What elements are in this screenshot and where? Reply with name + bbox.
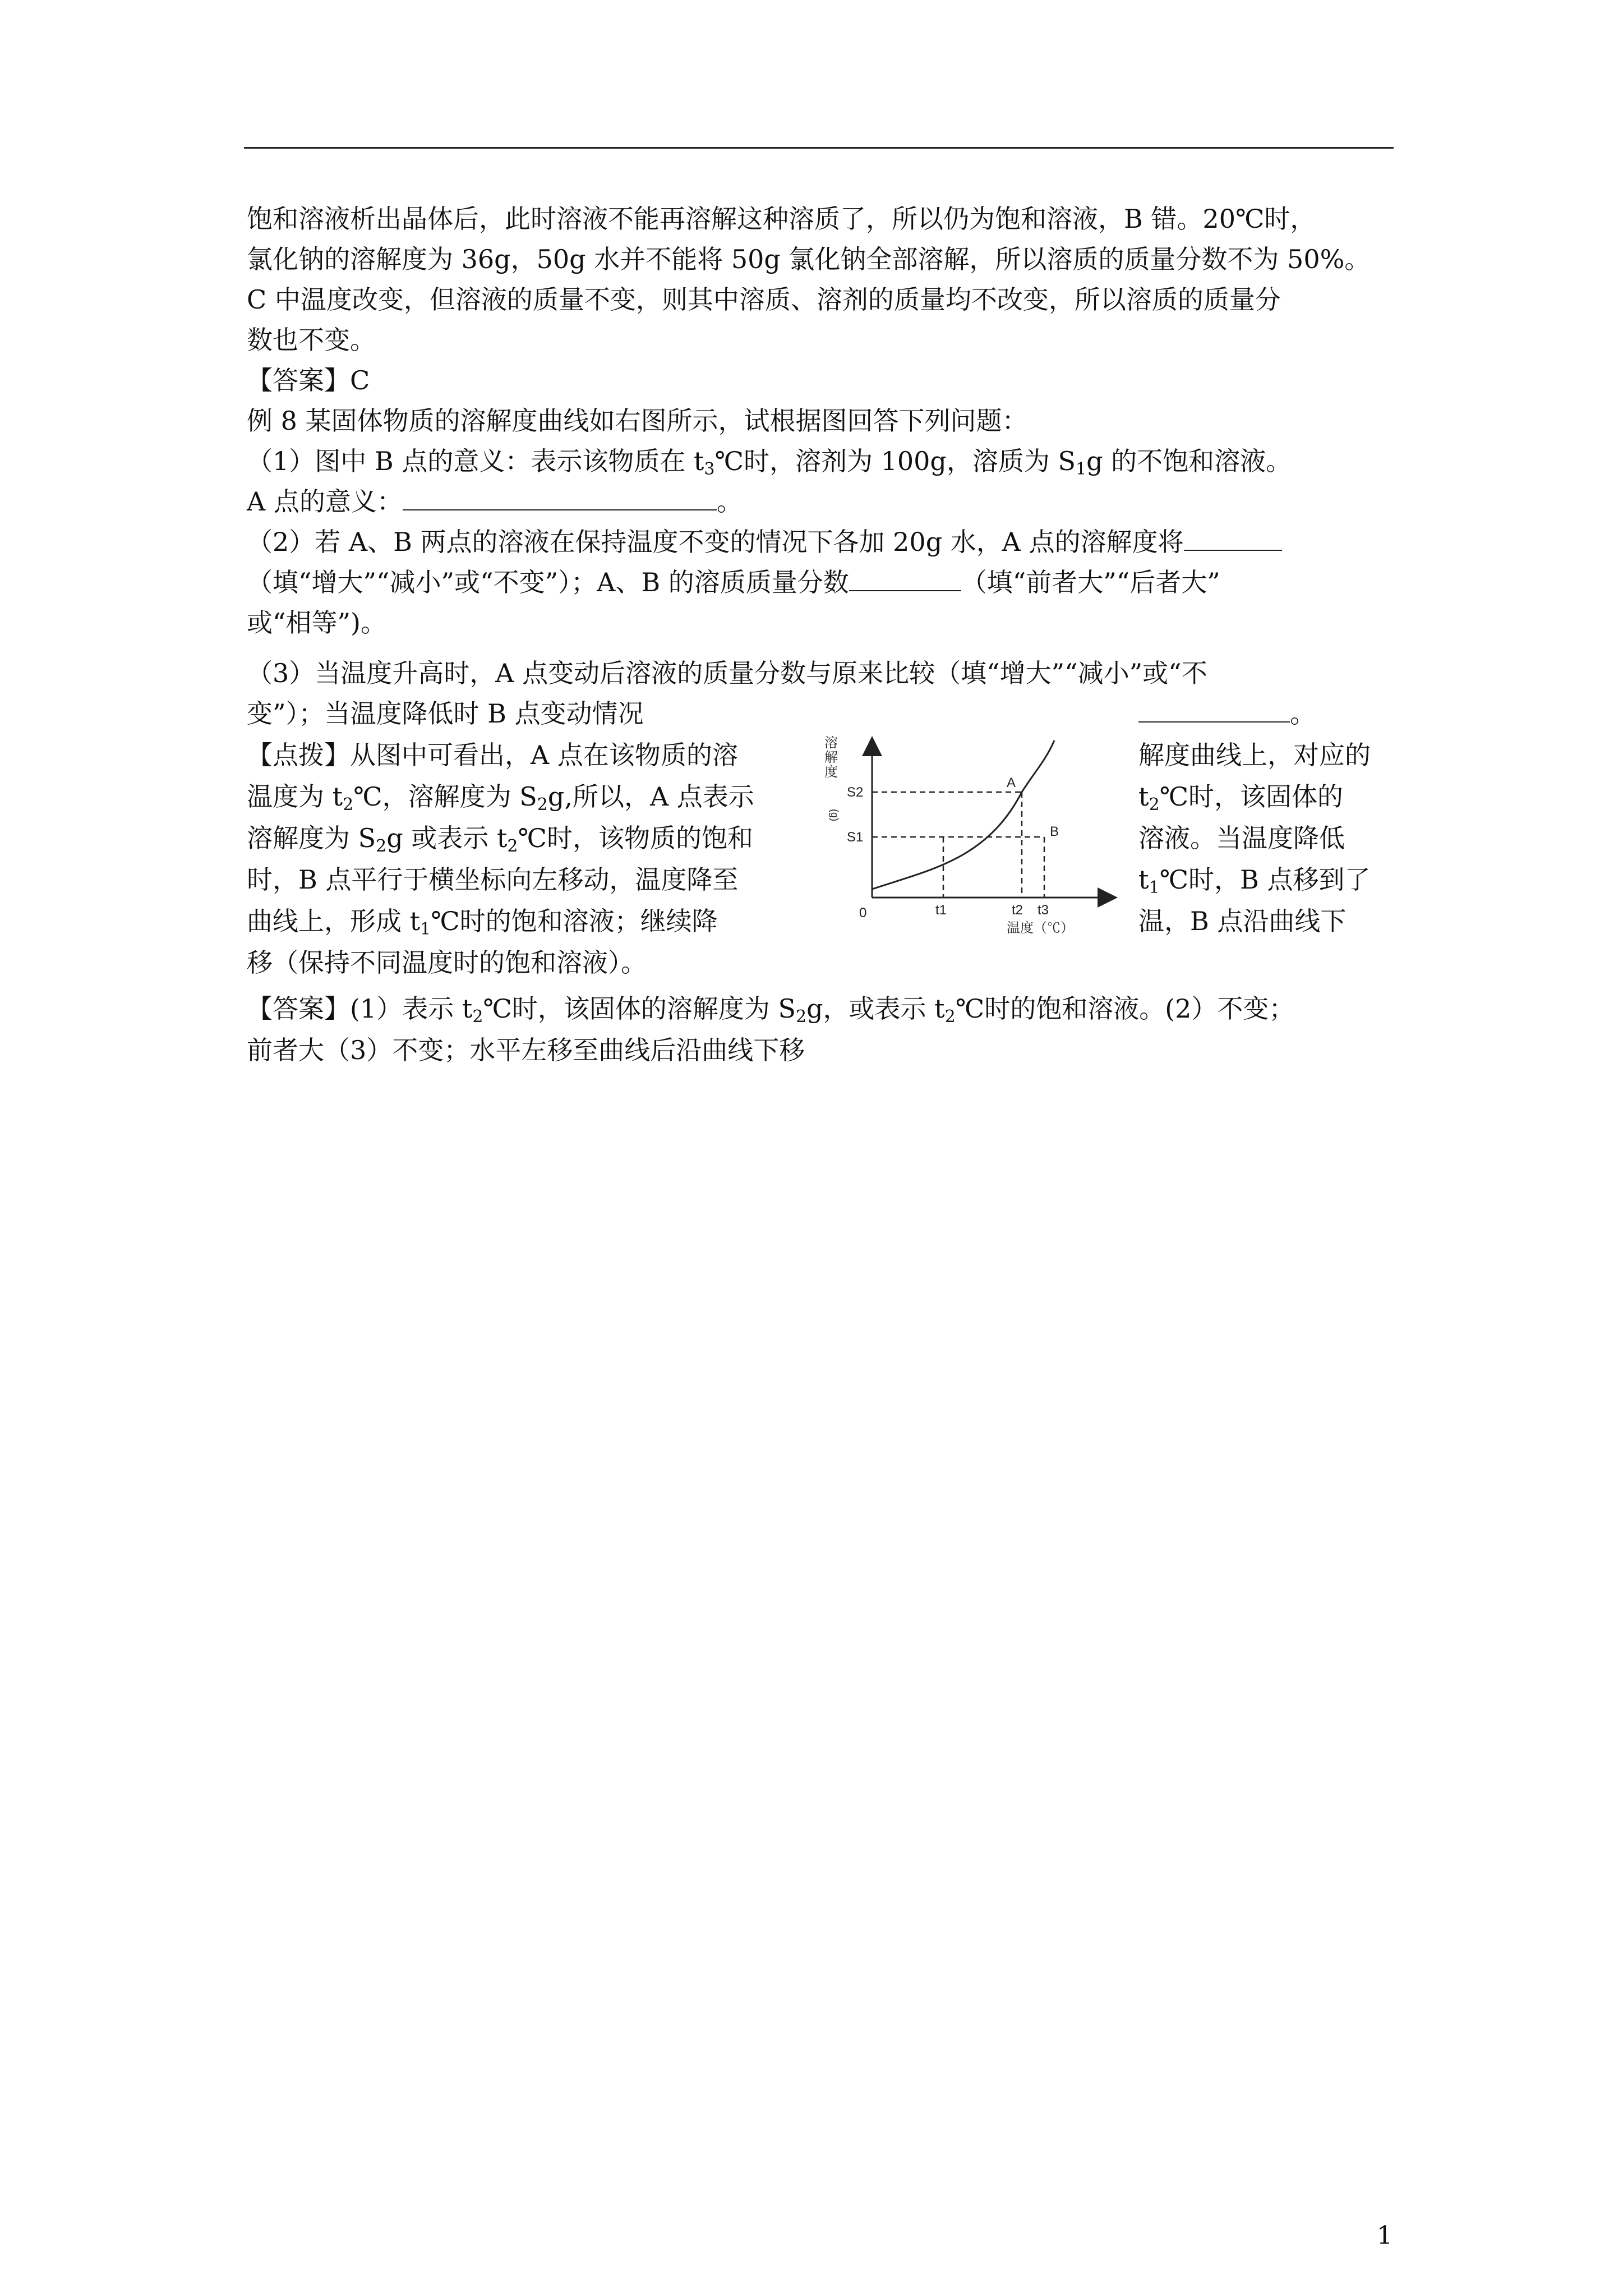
t2-label: t2 bbox=[1012, 903, 1023, 918]
y-label-1: 溶 bbox=[824, 735, 838, 751]
s2-label: S2 bbox=[847, 785, 864, 800]
answer-blank-1[interactable] bbox=[403, 487, 717, 510]
t1-label: t1 bbox=[935, 903, 947, 918]
question-2a: （2）若 A、B 两点的溶液在保持温度不变的情况下各加 20g 水，A 点的溶解度将 bbox=[247, 525, 1282, 559]
x-axis-label: 温度（℃） bbox=[1007, 921, 1074, 936]
tip-right-1: 解度曲线上，对应的 bbox=[1138, 740, 1371, 770]
paragraph-line-1: 饱和溶液析出晶体后，此时溶液不能再溶解这种溶质了，所以仍为饱和溶液，B 错。20℃时， bbox=[247, 204, 1316, 234]
example-8-title: 例 8 某固体物质的溶解度曲线如右图所示，试根据图回答下列问题： bbox=[247, 406, 1028, 436]
question-2c: 或“相等”)。 bbox=[247, 608, 386, 638]
answer-2-line-1: 【答案】(1）表示 $t_2℃$时，该固体的溶解度为 $S_2g$，或表示 $t_2℃$时的饱和溶液。(2）不变； bbox=[247, 993, 1295, 1027]
y-unit: (g) bbox=[829, 809, 840, 821]
answer-2-line-2: 前者大（3）不变；水平左移至曲线后沿曲线下移 bbox=[247, 1035, 805, 1065]
tip-left-3: 溶解度为 $S_2g$ 或表示 $t_2℃$时，该物质的饱和 bbox=[247, 823, 753, 856]
paragraph-line-2: 氯化钠的溶解度为 36g，50g 水并不能将 50g 氯化钠全部溶解，所以溶质的质量分数不为 50%。 bbox=[247, 244, 1371, 274]
point-a-label: A bbox=[1007, 775, 1016, 790]
s1-label: S1 bbox=[847, 830, 864, 845]
tip-right-4: $t_1℃$时，B 点移到了 bbox=[1138, 864, 1371, 898]
tip-right-2: $t_2℃$时，该固体的 bbox=[1138, 781, 1344, 815]
answer-blank-2[interactable] bbox=[1184, 527, 1282, 551]
tip-left-2: 温度为 $t_2℃$，溶解度为 $S_2g$,所以，A 点表示 bbox=[247, 781, 754, 815]
answer-c: 【答案】C bbox=[247, 365, 370, 395]
tip-left-6: 移（保持不同温度时的饱和溶液）。 bbox=[247, 947, 647, 978]
question-1b: A 点的意义： 。 bbox=[247, 486, 743, 517]
page-number: 1 bbox=[1377, 2221, 1393, 2250]
tip-left-5: 曲线上，形成 $t_1℃$时的饱和溶液；继续降 bbox=[247, 906, 718, 939]
y-label-2: 解 bbox=[824, 750, 838, 765]
paragraph-line-4: 数也不变。 bbox=[247, 325, 376, 355]
question-3a: （3）当温度升高时，A 点变动后溶液的质量分数与原来比较（填“增大”“减小”或“不 bbox=[247, 658, 1207, 688]
solubility-curve bbox=[872, 740, 1054, 889]
tip-right-3: 溶液。当温度降低 bbox=[1138, 823, 1345, 853]
solubility-curve-figure bbox=[819, 729, 1122, 937]
question-2b: （填“增大”“减小”或“不变”）；A、B 的溶质质量分数 （填“前者大”“后者大” bbox=[247, 567, 1220, 597]
tip-left-1: 【点拨】从图中可看出，A 点在该物质的溶 bbox=[247, 740, 738, 770]
point-b-label: B bbox=[1050, 824, 1059, 839]
header-rule bbox=[244, 147, 1394, 149]
y-label-3: 度 bbox=[824, 765, 838, 780]
answer-blank-3[interactable] bbox=[849, 568, 961, 591]
tip-left-4: 时，B 点平行于横坐标向左移动，温度降至 bbox=[247, 864, 739, 895]
answer-blank-4[interactable] bbox=[1138, 699, 1290, 723]
paragraph-line-3: C 中温度改变，但溶液的质量不变，则其中溶质、溶剂的质量均不改变，所以溶质的质量分 bbox=[247, 284, 1281, 315]
origin-label: 0 bbox=[859, 905, 867, 921]
question-3b-blank: 。 bbox=[1138, 697, 1316, 730]
question-3b: 变”）；当温度降低时 B 点变动情况 bbox=[247, 698, 644, 729]
tip-right-5: 温，B 点沿曲线下 bbox=[1138, 906, 1347, 936]
question-1a: （1）图中 B 点的意义：表示该物质在 $t_3℃$时，溶剂为 100g，溶质为 $S_1g$ 的不饱和溶液。 bbox=[247, 446, 1292, 479]
t3-label: t3 bbox=[1038, 903, 1049, 918]
